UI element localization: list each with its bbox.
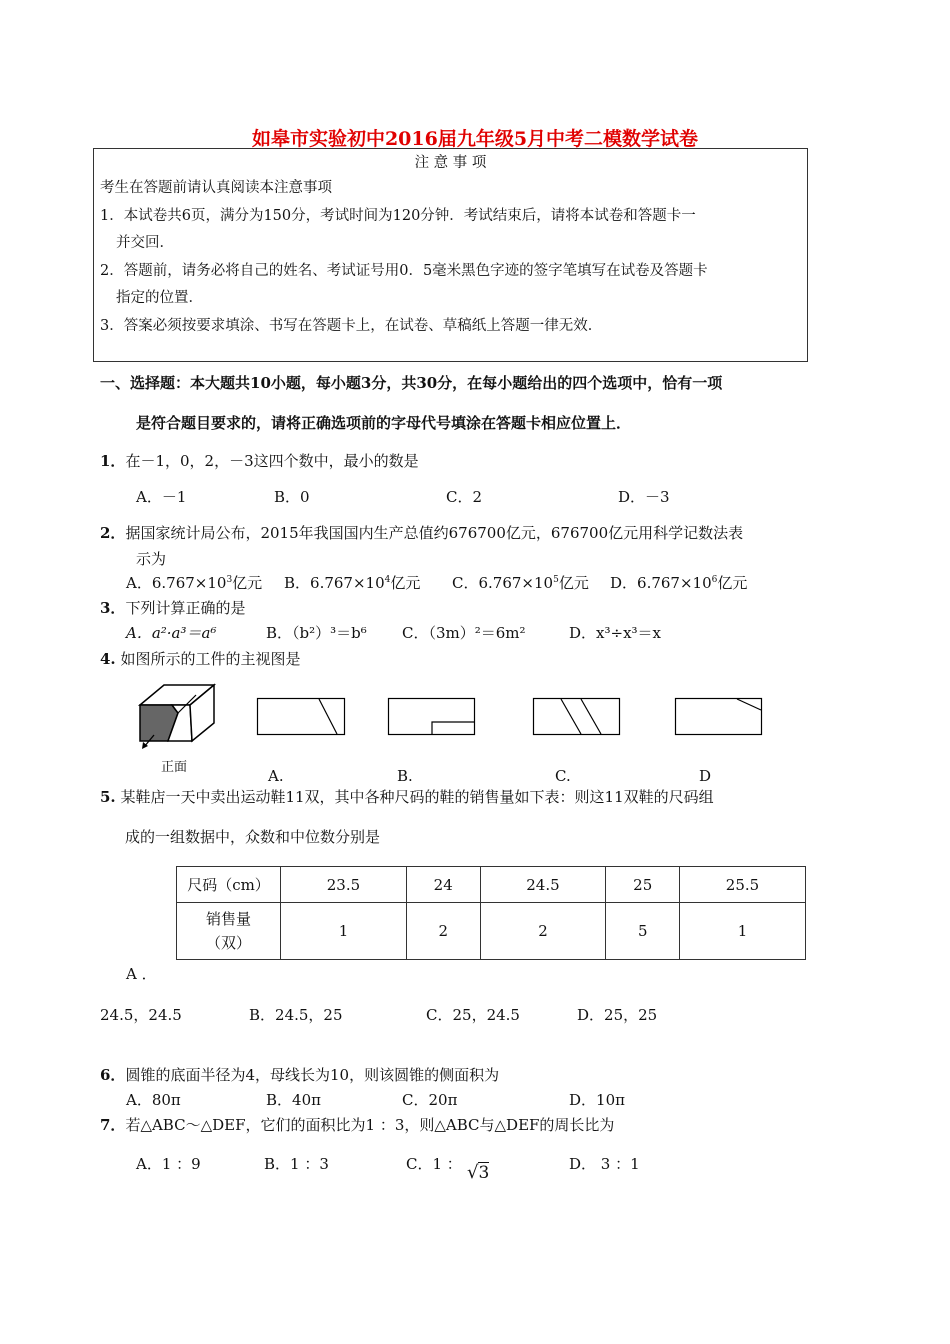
q3-option-c: C．（3m）²＝6m² (402, 624, 526, 642)
question-2 (100, 522, 743, 543)
sqrt-sign: √ (467, 1162, 479, 1183)
q5-text: 某鞋店一天中卖出运动鞋11双，其中各种尺码的鞋的销售量如下表：则这11双鞋的尺码组 (120, 788, 714, 806)
q4-option-d-label: D (699, 767, 712, 785)
q4-option-c-view (533, 698, 623, 738)
q2-b-base: B．6.767×10 (284, 574, 385, 592)
section-1-header-cont: 是符合题目要求的，请将正确选项前的字母代号填涂在答题卡相应位置上． (136, 414, 632, 432)
q4-text: 如图所示的工件的主视图是 (120, 650, 301, 668)
count-cell: 2 (406, 903, 480, 960)
size-cell: 23.5 (281, 867, 407, 903)
q2-option-c (452, 572, 589, 593)
q4-option-b-label: B. (397, 767, 413, 785)
q2-number: 2． (100, 524, 126, 542)
q5-option-c: C．25，24.5 (426, 1006, 520, 1024)
q5-number: 5. (100, 788, 116, 806)
q1-option-c: C．2 (446, 488, 483, 506)
q1-option-b: B．0 (274, 488, 310, 506)
size-cell: 24.5 (480, 867, 606, 903)
q7-option-c-root (467, 1162, 489, 1183)
q5-option-a: 24.5，24.5 (100, 1006, 182, 1024)
q3-option-a: A．a²·a³＝a⁶ (126, 624, 217, 642)
notice-item-2-cont: 指定的位置． (116, 290, 203, 306)
q2-option-b (284, 572, 420, 593)
q5-option-a-label: A ． (126, 965, 157, 983)
count-header-cell (177, 903, 281, 960)
q7-option-b: B．1 ：3 (264, 1155, 329, 1173)
q2-option-d (610, 572, 747, 593)
q7-option-a: A．1 ：9 (136, 1155, 201, 1173)
q3-option-d: D．x³÷x³＝x (569, 624, 661, 642)
notice-item-1-cont: 并交回． (116, 235, 174, 251)
q7-option-d: D． 3 ：1 (569, 1155, 640, 1173)
q4-option-b-view (388, 698, 478, 738)
notice-intro: 考生在答题前请认真阅读本注意事项 (100, 180, 332, 196)
q4-option-a-view (257, 698, 347, 738)
shoe-size-table (176, 866, 806, 960)
front-label: 正面 (161, 760, 188, 775)
q2-d-base: D．6.767×10 (610, 574, 712, 592)
count-cell: 1 (281, 903, 407, 960)
q2-b-exp: 4 (384, 575, 391, 585)
count-cell: 1 (680, 903, 806, 960)
q2-c-unit: 亿元 (558, 574, 589, 592)
size-cell: 24 (406, 867, 480, 903)
question-6 (100, 1064, 499, 1085)
question-3 (100, 597, 245, 618)
notice-item-1: 1．本试卷共6页，满分为150分，考试时间为120分钟．考试结束后，请将本试卷和答题卡一 (100, 208, 696, 224)
notice-item-2: 2．答题前，请务必将自己的姓名、考试证号用0．5毫米黑色字迹的签字笔填写在试卷及答题卡 (100, 263, 708, 279)
q7-text: 若△ABC～△DEF，它们的面积比为1 ：3，则△ABC与△DEF的周长比为 (125, 1116, 615, 1134)
q2-text: 据国家统计局公布，2015年我国国内生产总值约676700亿元，676700亿元用科学记数法表 (125, 524, 744, 542)
notice-heading: 注 意 事 项 (414, 155, 487, 171)
q1-option-a: A．－1 (136, 488, 187, 506)
size-cell: 25 (606, 867, 680, 903)
q2-c-exp: 5 (553, 575, 559, 585)
question-1 (100, 450, 419, 471)
q3-text: 下列计算正确的是 (125, 599, 246, 617)
size-row (177, 867, 806, 903)
q6-option-b: B．40π (266, 1091, 321, 1109)
notice-item-3: 3．答案必须按要求填涂、书写在答题卡上，在试卷、草稿纸上答题一律无效． (100, 318, 603, 334)
count-cell: 2 (480, 903, 606, 960)
q6-text: 圆锥的底面半径为4，母线长为10，则该圆锥的侧面积为 (125, 1066, 500, 1084)
q6-option-d: D．10π (569, 1091, 625, 1109)
exam-title: 如皋市实验初中2016届九年级5月中考二模数学试卷 (251, 128, 699, 150)
q5-text-cont: 成的一组数据中，众数和中位数分别是 (125, 828, 381, 846)
q2-d-unit: 亿元 (717, 574, 748, 592)
section-1-header: 一、选择题：本大题共10小题，每小题3分，共30分，在每小题给出的四个选项中，恰有一项 (100, 374, 723, 392)
q6-number: 6． (100, 1066, 126, 1084)
q2-text-cont: 示为 (136, 550, 167, 568)
q5-option-d: D．25，25 (577, 1006, 658, 1024)
q2-option-a (126, 572, 262, 593)
q2-a-unit: 亿元 (232, 574, 263, 592)
q3-number: 3． (100, 599, 126, 617)
count-header-line-2: （双） (205, 934, 251, 952)
question-5 (100, 786, 714, 807)
q4-option-a-label: A. (268, 767, 284, 785)
count-cell: 5 (606, 903, 680, 960)
q2-a-exp: 3 (226, 575, 233, 585)
q4-option-c-label: C. (555, 767, 571, 785)
q2-c-base: C．6.767×10 (452, 574, 554, 592)
question-7 (100, 1114, 614, 1135)
sqrt-radicand: 3 (478, 1163, 490, 1183)
question-4 (100, 648, 300, 669)
notice-box (93, 148, 808, 362)
size-header-cell: 尺码（cm） (177, 867, 281, 903)
count-header-line-1: 销售量 (205, 910, 251, 928)
q1-text: 在－1，0，2，－3这四个数中，最小的数是 (125, 452, 419, 470)
q7-number: 7． (100, 1116, 126, 1134)
q1-number: 1． (100, 452, 126, 470)
q2-b-unit: 亿元 (390, 574, 421, 592)
q7-option-c: C．1 ： (406, 1155, 462, 1173)
q6-option-a: A．80π (126, 1091, 181, 1109)
q5-option-b: B．24.5，25 (249, 1006, 343, 1024)
q2-a-base: A．6.767×10 (126, 574, 227, 592)
workpiece-3d-figure (134, 683, 224, 753)
count-row (177, 903, 806, 960)
q4-option-d-view (675, 698, 765, 738)
q4-number: 4. (100, 650, 116, 668)
q3-option-b: B．（b²）³＝b⁶ (266, 624, 367, 642)
q1-option-d: D．－3 (618, 488, 670, 506)
size-cell: 25.5 (680, 867, 806, 903)
q2-d-exp: 6 (711, 575, 718, 585)
q6-option-c: C．20π (402, 1091, 458, 1109)
